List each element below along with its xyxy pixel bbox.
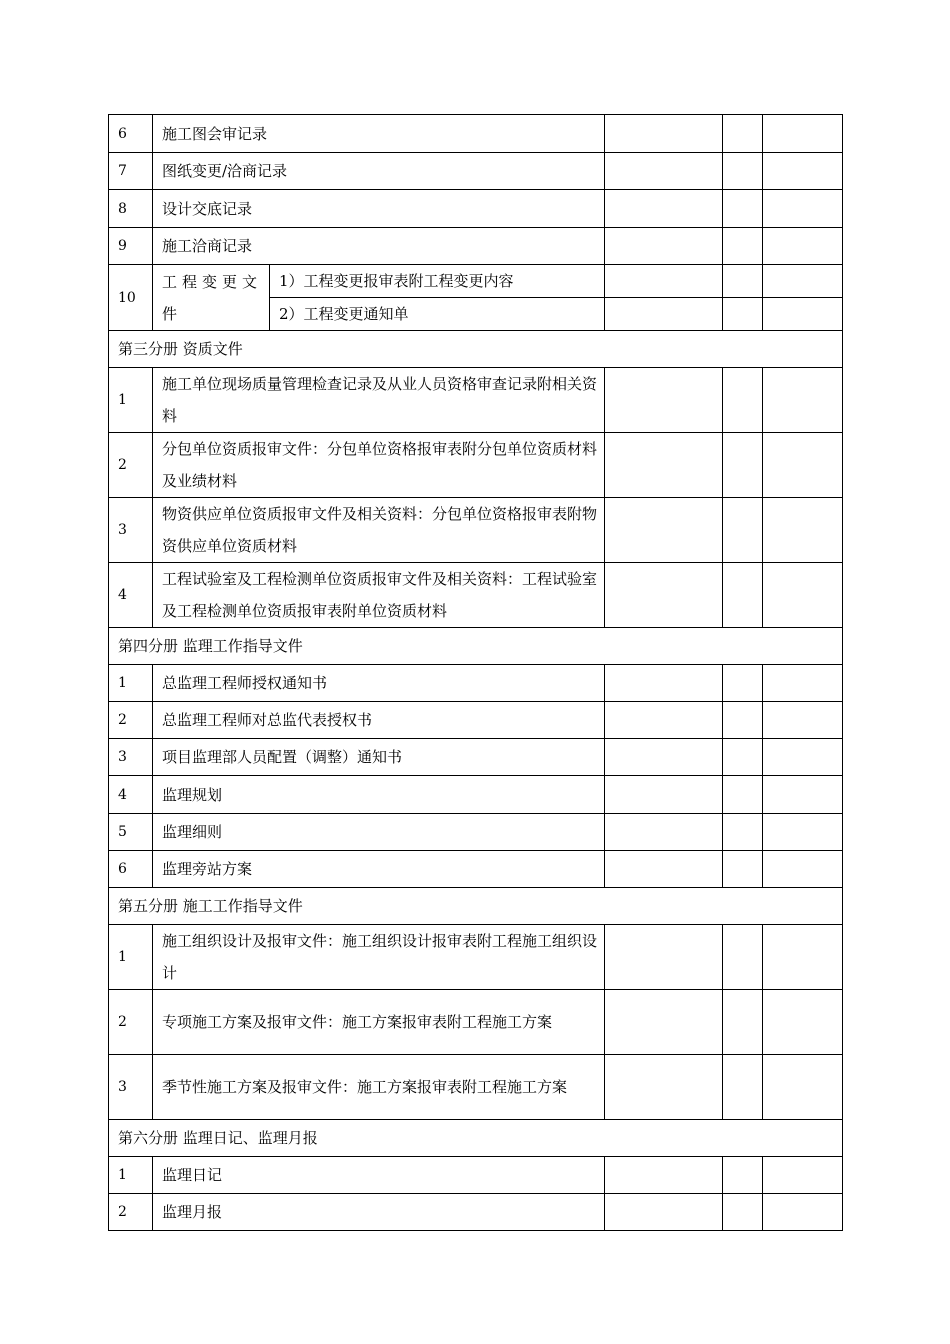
blank-cell (605, 814, 723, 851)
table-row (109, 433, 843, 498)
blank-cell (605, 190, 723, 228)
blank-cell (763, 228, 843, 265)
row-text: 监理日记 (153, 1157, 605, 1194)
row-number: 4 (109, 563, 153, 628)
blank-cell (763, 153, 843, 190)
blank-cell (763, 776, 843, 814)
row-text: 工程试验室及工程检测单位资质报审文件及相关资料：工程试验室及工程检测单位资质报审表附单位资质材料 (153, 563, 605, 628)
blank-cell (763, 1194, 843, 1231)
blank-cell (763, 702, 843, 739)
sub-item: 1）工程变更报审表附工程变更内容 (270, 265, 605, 298)
blank-cell (605, 1157, 723, 1194)
row-text: 专项施工方案及报审文件：施工方案报审表附工程施工方案 (153, 990, 605, 1055)
row-text: 项目监理部人员配置（调整）通知书 (153, 739, 605, 776)
row-text: 施工洽商记录 (153, 228, 605, 265)
section-header (109, 888, 843, 925)
section-header (109, 628, 843, 665)
row-number: 2 (109, 433, 153, 498)
row-number: 8 (109, 190, 153, 228)
document-table (108, 114, 843, 1231)
row-number: 1 (109, 368, 153, 433)
table-row (109, 739, 843, 776)
table-row (109, 368, 843, 433)
blank-cell (605, 153, 723, 190)
row-text: 监理月报 (153, 1194, 605, 1231)
section-title: 第六分册 监理日记、监理月报 (109, 1120, 843, 1157)
blank-cell (723, 265, 763, 298)
blank-cell (723, 851, 763, 888)
row-text: 施工单位现场质量管理检查记录及从业人员资格审查记录附相关资料 (153, 368, 605, 433)
section-header (109, 331, 843, 368)
table-row (109, 115, 843, 153)
row-text: 监理旁站方案 (153, 851, 605, 888)
blank-cell (605, 228, 723, 265)
blank-cell (763, 368, 843, 433)
table-row (109, 1157, 843, 1194)
section-header (109, 1120, 843, 1157)
blank-cell (763, 563, 843, 628)
row-number: 2 (109, 702, 153, 739)
table-row (109, 1055, 843, 1120)
blank-cell (763, 1055, 843, 1120)
blank-cell (763, 115, 843, 153)
blank-cell (763, 190, 843, 228)
table-row (109, 925, 843, 990)
blank-cell (723, 298, 763, 331)
blank-cell (763, 498, 843, 563)
section-title: 第三分册 资质文件 (109, 331, 843, 368)
row-text: 设计交底记录 (153, 190, 605, 228)
blank-cell (723, 1055, 763, 1120)
blank-cell (723, 153, 763, 190)
row-text: 分包单位资质报审文件：分包单位资格报审表附分包单位资质材料及业绩材料 (153, 433, 605, 498)
blank-cell (763, 851, 843, 888)
blank-cell (605, 1055, 723, 1120)
blank-cell (605, 1194, 723, 1231)
row-text: 总监理工程师授权通知书 (153, 665, 605, 702)
section-title: 第五分册 施工工作指导文件 (109, 888, 843, 925)
row-number: 3 (109, 498, 153, 563)
blank-cell (723, 498, 763, 563)
blank-cell (605, 776, 723, 814)
row-text: 监理细则 (153, 814, 605, 851)
blank-cell (763, 925, 843, 990)
table-row (109, 153, 843, 190)
row-number: 3 (109, 739, 153, 776)
table-row (109, 990, 843, 1055)
table-row (109, 665, 843, 702)
table-row (109, 265, 843, 298)
section-title: 第四分册 监理工作指导文件 (109, 628, 843, 665)
row-text: 总监理工程师对总监代表授权书 (153, 702, 605, 739)
blank-cell (723, 1157, 763, 1194)
row-number: 4 (109, 776, 153, 814)
blank-cell (723, 665, 763, 702)
blank-cell (723, 368, 763, 433)
row-text: 图纸变更/洽商记录 (153, 153, 605, 190)
table-row (109, 498, 843, 563)
blank-cell (763, 298, 843, 331)
blank-cell (723, 925, 763, 990)
blank-cell (723, 228, 763, 265)
row-number: 2 (109, 990, 153, 1055)
row-text: 监理规划 (153, 776, 605, 814)
blank-cell (605, 990, 723, 1055)
blank-cell (723, 814, 763, 851)
row-number: 1 (109, 1157, 153, 1194)
row-number: 2 (109, 1194, 153, 1231)
blank-cell (763, 665, 843, 702)
row-number: 1 (109, 925, 153, 990)
row-number: 10 (109, 265, 153, 331)
table-row (109, 1194, 843, 1231)
blank-cell (605, 498, 723, 563)
row-text: 施工组织设计及报审文件：施工组织设计报审表附工程施工组织设计 (153, 925, 605, 990)
row-number: 6 (109, 851, 153, 888)
blank-cell (605, 563, 723, 628)
blank-cell (605, 115, 723, 153)
blank-cell (605, 702, 723, 739)
blank-cell (763, 990, 843, 1055)
blank-cell (723, 702, 763, 739)
blank-cell (723, 739, 763, 776)
blank-cell (763, 739, 843, 776)
row-label: 工程变更文件 (153, 265, 270, 331)
table-row (109, 190, 843, 228)
blank-cell (723, 190, 763, 228)
table-row (109, 814, 843, 851)
blank-cell (723, 563, 763, 628)
row-number: 9 (109, 228, 153, 265)
row-number: 7 (109, 153, 153, 190)
blank-cell (605, 739, 723, 776)
blank-cell (763, 265, 843, 298)
blank-cell (723, 1194, 763, 1231)
blank-cell (605, 851, 723, 888)
blank-cell (723, 433, 763, 498)
blank-cell (605, 298, 723, 331)
blank-cell (763, 1157, 843, 1194)
table-row (109, 228, 843, 265)
table-row (109, 702, 843, 739)
table-row (109, 776, 843, 814)
blank-cell (723, 990, 763, 1055)
table-row (109, 563, 843, 628)
blank-cell (763, 814, 843, 851)
blank-cell (605, 665, 723, 702)
sub-item: 2）工程变更通知单 (270, 298, 605, 331)
blank-cell (605, 368, 723, 433)
row-number: 1 (109, 665, 153, 702)
table-row (109, 851, 843, 888)
blank-cell (605, 433, 723, 498)
row-number: 3 (109, 1055, 153, 1120)
row-text: 施工图会审记录 (153, 115, 605, 153)
row-text: 季节性施工方案及报审文件：施工方案报审表附工程施工方案 (153, 1055, 605, 1120)
row-number: 5 (109, 814, 153, 851)
blank-cell (723, 776, 763, 814)
blank-cell (605, 925, 723, 990)
blank-cell (723, 115, 763, 153)
blank-cell (763, 433, 843, 498)
row-number: 6 (109, 115, 153, 153)
blank-cell (605, 265, 723, 298)
row-text: 物资供应单位资质报审文件及相关资料：分包单位资格报审表附物资供应单位资质材料 (153, 498, 605, 563)
